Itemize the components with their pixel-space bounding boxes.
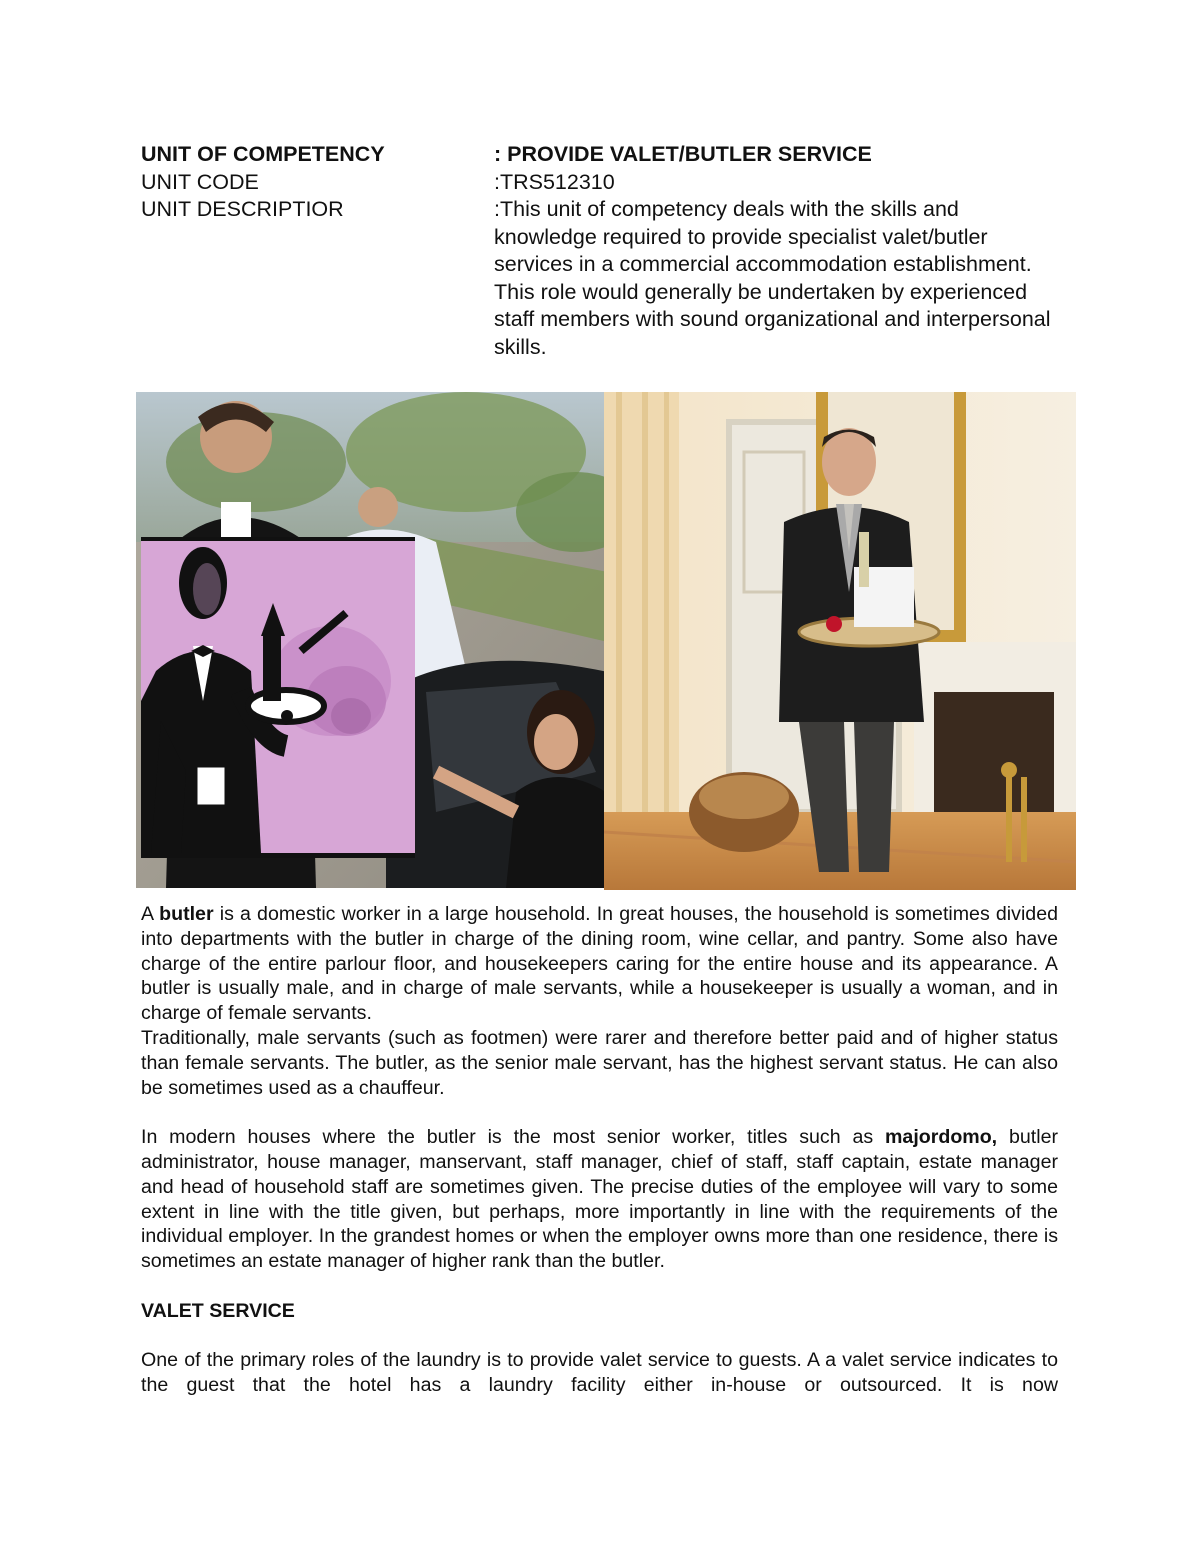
p3-text-start: In modern houses where the butler is the most senior worker, titles such as <box>141 1126 885 1149</box>
term-butler: butler <box>159 903 214 925</box>
unit-of-competency-value: : PROVIDE VALET/BUTLER SERVICE <box>494 142 872 166</box>
body-text <box>141 902 1058 1398</box>
paragraph-gap <box>141 1274 1058 1299</box>
butler-clipart <box>141 537 415 858</box>
paragraph-valet-service: One of the primary roles of the laundry is to provide valet service to guests. A a valet service indicates to the guest that the hotel has a laundry facility either in-house or outsourced. It is now <box>141 1349 1058 1397</box>
p3-text-rest: butler administrator, house manager, manservant, staff manager, chief of staff, staff captain, estate manager and head of household staff are sometimes given. The precise duties of the employee will vary to some extent in line with the title given, but perhaps, more importantly in line with the requirements of the individual employer. In the grandest homes or when the employer owns more than one residence, there is sometimes an estate manager of higher rank than the butler. <box>141 1126 1058 1273</box>
paragraph-modern-houses <box>141 1125 1058 1274</box>
unit-of-competency-label: UNIT OF COMPETENCY <box>141 142 385 166</box>
p1-text-rest: is a domestic worker in a large household. In great houses, the household is sometimes divided into departments with the butler in charge of the dining room, wine cellar, and pantry. Some also have charge of the entire parlour floor, and housekeepers caring for the entire house and its appearance. A butler is usually male, and in charge of male servants, while a housekeeper is usually a woman, and in charge of female servants. <box>141 903 1058 1025</box>
paragraph-traditionally: Traditionally, male servants (such as footmen) were rarer and therefore better paid and of higher status than female servants. The butler, as the senior male servant, has the highest servant status. He can also be sometimes used as a chauffeur. <box>141 1026 1058 1099</box>
unit-header <box>141 141 1061 361</box>
unit-code-label: UNIT CODE <box>141 169 259 194</box>
paragraph-gap <box>141 1100 1058 1125</box>
header-row-code <box>141 169 1061 197</box>
p1-text-start: A <box>141 903 160 925</box>
unit-code-value: :TRS512310 <box>494 169 615 194</box>
section-heading-valet-service: VALET SERVICE <box>141 1299 295 1322</box>
paragraph-gap <box>141 1324 1058 1349</box>
term-majordomo: majordomo, <box>885 1126 998 1149</box>
header-row-descriptor <box>141 196 1061 361</box>
header-row-competency <box>141 141 1061 169</box>
unit-descriptor-value: :This unit of competency deals with the skills and knowledge required to provide specialist valet/butler services in a commercial accommodation establishment. This role would generally be undertaken by experienced staff members with sound organizational and interpersonal skills. <box>494 197 1051 359</box>
unit-descriptor-label: UNIT DESCRIPTIOR <box>141 197 344 221</box>
paragraph-butler-definition <box>141 902 1058 1026</box>
butler-tray-photo <box>604 392 1076 890</box>
